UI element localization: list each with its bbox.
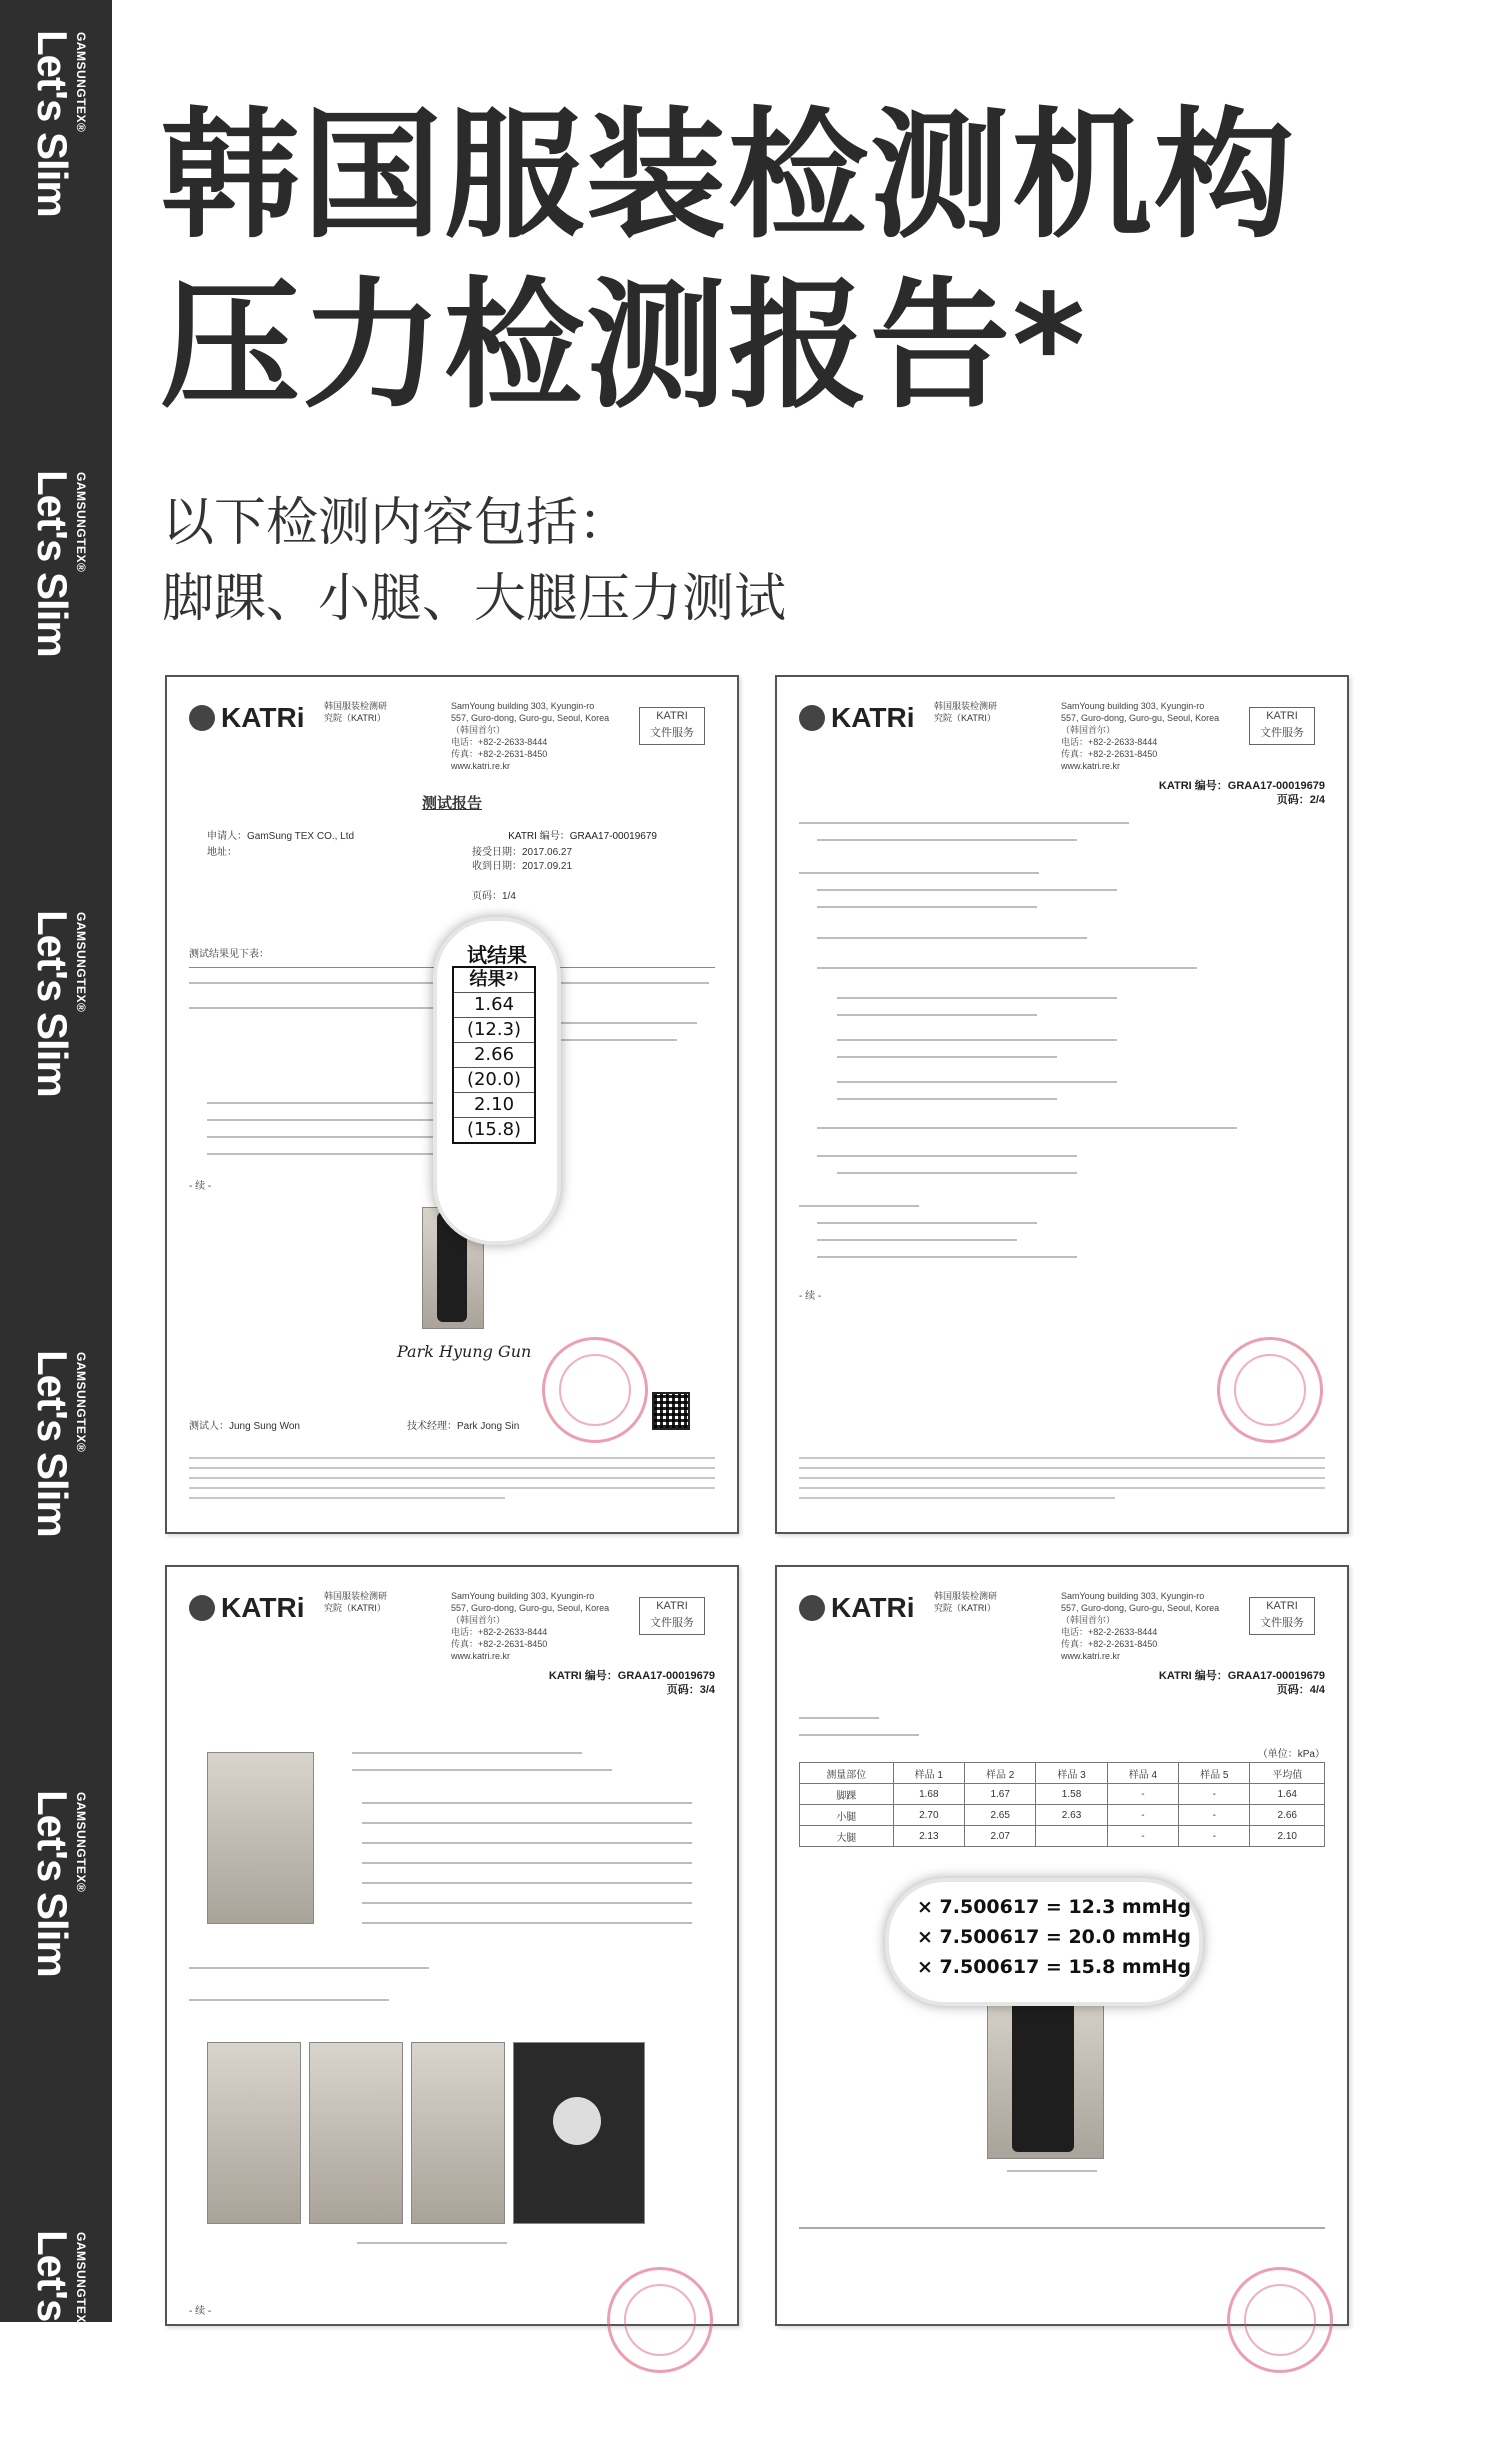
text-line — [837, 1098, 1057, 1100]
katri-logo-icon — [799, 1595, 825, 1621]
divider — [799, 2227, 1325, 2229]
brand-name: Let's Slim — [29, 2230, 76, 2417]
mannequin-photo — [207, 1752, 314, 1924]
text-line — [207, 1153, 457, 1155]
table-line — [362, 1802, 692, 1804]
text-line — [817, 889, 1117, 891]
result-value: 1.64 — [454, 993, 534, 1018]
report-page-2 — [775, 675, 1349, 1534]
mannequin-photo — [309, 2042, 403, 2224]
table-line — [362, 1822, 692, 1824]
approver: 技术经理：Park Jong Sin — [407, 1421, 520, 1432]
mannequin-photo — [411, 2042, 505, 2224]
text-line — [817, 1222, 1037, 1224]
brand-logo — [0, 470, 112, 700]
receive-date: 接受日期：2017.06.27 — [472, 847, 573, 858]
magnifier-header: 试结果 — [467, 943, 527, 967]
text-line — [189, 1999, 389, 2001]
table-cell: 1.64 — [1250, 1784, 1325, 1805]
table-row — [800, 1805, 1325, 1826]
text-line — [352, 1752, 582, 1754]
brand-small-text: GAMSUNGTEX® — [74, 1352, 88, 1453]
page-number: 页码：4/4 — [1276, 1684, 1325, 1696]
org-name: 韩国服装检测研究院（KATRI） — [324, 1591, 388, 1613]
table-cell: 2.10 — [1250, 1826, 1325, 1847]
text-line — [207, 1119, 467, 1121]
table-cell: 大腿 — [800, 1826, 894, 1847]
brand-small-text: GAMSUNGTEX® — [74, 1792, 88, 1893]
text-line — [1007, 2170, 1097, 2172]
katri-logo: KATRi — [799, 702, 914, 734]
text-line — [357, 2242, 507, 2244]
table-header-cell: 样品 2 — [965, 1763, 1036, 1784]
mannequin-photo — [207, 2042, 301, 2224]
conversion-row: × 7.500617 = 12.3 mmHg — [917, 1896, 1192, 1918]
katri-logo-icon — [189, 705, 215, 731]
applicant: 申请人：GamSung TEX CO., Ltd — [207, 831, 355, 842]
address-label: 地址： — [207, 847, 237, 858]
table-unit: （单位：kPa） — [1257, 1749, 1325, 1760]
pressure-results-table — [799, 1762, 1325, 1847]
org-address: SamYoung building 303, Kyungin-ro 557, Guro-dong, Guro-gu, Seoul, Korea（韩国首尔） 电话：+82-2-2633-8444 传真：+82-2-2631-8450 www.katri.re.kr — [1061, 701, 1220, 771]
table-header-cell: 样品 3 — [1036, 1763, 1107, 1784]
brand-small-text: GAMSUNGTEX® — [74, 32, 88, 133]
text-line — [799, 1205, 919, 1207]
katri-logo: KATRi — [189, 1592, 304, 1624]
org-name: 韩国服装检测研究院（KATRI） — [934, 1591, 998, 1613]
text-line — [837, 1081, 1117, 1083]
text-line — [837, 1014, 1037, 1016]
report-number: KATRI 编号：GRAA17-00019679 — [1158, 780, 1325, 792]
brand-logo — [0, 2230, 112, 2460]
disclaimer-text — [189, 1457, 715, 1507]
brand-logo — [0, 1350, 112, 1580]
brand-name: Let's Slim — [29, 30, 76, 217]
signature: Park Hyung Gun — [397, 1342, 532, 1361]
org-address: SamYoung building 303, Kyungin-ro 557, Guro-dong, Guro-gu, Seoul, Korea（韩国首尔） 电话：+82-2-2633-8444 传真：+82-2-2631-8450 www.katri.re.kr — [1061, 1591, 1220, 1661]
katri-logo: KATRi — [189, 702, 304, 734]
table-cell: 2.66 — [1250, 1805, 1325, 1826]
result-value: (15.8) — [466, 1119, 522, 1140]
document-stamp: KATRI 文件服务 — [1249, 1597, 1315, 1635]
qr-code-icon — [652, 1392, 690, 1430]
table-cell: - — [1179, 1805, 1250, 1826]
table-cell — [1036, 1826, 1107, 1847]
legging-image — [1012, 1992, 1074, 2152]
report-header — [799, 1582, 1325, 1672]
magnifier-column — [452, 966, 536, 1144]
brand-logo — [0, 1790, 112, 2020]
text-line — [817, 1127, 1237, 1129]
text-line — [799, 1734, 919, 1736]
continue-mark: - 续 - — [189, 2306, 212, 2317]
page-number: 页码：2/4 — [1276, 794, 1325, 806]
table-cell: 2.13 — [893, 1826, 964, 1847]
katri-logo-icon — [189, 1595, 215, 1621]
result-label: 测试结果见下表： — [189, 949, 269, 960]
document-stamp: KATRI 文件服务 — [1249, 707, 1315, 745]
table-header-cell: 平均值 — [1250, 1763, 1325, 1784]
table-line — [362, 1882, 692, 1884]
title-line-1: 韩国服装检测机构 — [160, 95, 1297, 258]
subtitle — [162, 485, 786, 637]
text-line — [799, 872, 1039, 874]
table-cell: 1.68 — [893, 1784, 964, 1805]
continue-mark: - 续 - — [189, 1181, 212, 1192]
magnifier-results — [433, 917, 561, 1245]
continue-mark: - 续 - — [799, 1291, 822, 1302]
text-line — [817, 937, 1087, 939]
table-cell: 2.65 — [965, 1805, 1036, 1826]
text-line — [837, 1056, 1057, 1058]
text-line — [817, 967, 1197, 969]
table-header-cell: 样品 1 — [893, 1763, 964, 1784]
result-value: (12.3) — [454, 1018, 534, 1043]
document-stamp: KATRI 文件服务 — [639, 1597, 705, 1635]
table-cell: 2.63 — [1036, 1805, 1107, 1826]
text-line — [837, 1172, 1077, 1174]
brand-name: Let's Slim — [29, 1350, 76, 1537]
report-page-3 — [165, 1565, 739, 2326]
table-line — [362, 1842, 692, 1844]
conversion-row: × 7.500617 = 15.8 mmHg — [917, 1956, 1192, 1978]
table-cell: - — [1107, 1826, 1178, 1847]
table-header-cell: 测量部位 — [800, 1763, 894, 1784]
katri-logo: KATRi — [799, 1592, 914, 1624]
table-cell: - — [1179, 1784, 1250, 1805]
title-line-2: 压力检测报告* — [160, 265, 1088, 428]
table-header-cell: 样品 5 — [1179, 1763, 1250, 1784]
brand-sidebar — [0, 0, 112, 2417]
table-line — [362, 1922, 692, 1924]
table-cell: 1.67 — [965, 1784, 1036, 1805]
result-value: 2.66 — [454, 1043, 534, 1068]
text-line — [817, 1155, 1077, 1157]
org-address: SamYoung building 303, Kyungin-ro 557, Guro-dong, Guro-gu, Seoul, Korea（韩国首尔） 电话：+82-2-2633-8444 传真：+82-2-2631-8450 www.katri.re.kr — [451, 701, 610, 771]
page-number: 页码：3/4 — [666, 1684, 715, 1696]
red-seal-icon — [542, 1337, 648, 1443]
brand-logo — [0, 30, 112, 260]
text-line — [817, 1256, 1077, 1258]
table-line — [362, 1862, 692, 1864]
magnifier-conversion — [885, 1878, 1203, 2006]
report-number: KATRI 编号：GRAA17-00019679 — [1158, 1670, 1325, 1682]
table-cell: - — [1179, 1826, 1250, 1847]
table-cell: 脚踝 — [800, 1784, 894, 1805]
pressure-sensor-icon — [553, 2097, 601, 2145]
brand-small-text: GAMSUNGTEX® — [74, 2232, 88, 2333]
table-cell: 小腿 — [800, 1805, 894, 1826]
table-cell: 2.07 — [965, 1826, 1036, 1847]
result-value: 2.10 — [454, 1093, 534, 1118]
table-cell: 1.58 — [1036, 1784, 1107, 1805]
red-seal-icon — [607, 2267, 713, 2373]
table-row — [800, 1784, 1325, 1805]
red-seal-icon — [1217, 1337, 1323, 1443]
text-line — [817, 839, 1077, 841]
tester: 测试人：Jung Sung Won — [189, 1421, 300, 1432]
katri-logo-icon — [799, 705, 825, 731]
report-number: KATRI 编号：GRAA17-00019679 — [508, 831, 657, 842]
table-row — [800, 1826, 1325, 1847]
text-line — [817, 1239, 1017, 1241]
page-title — [160, 92, 1296, 432]
subtitle-line-2: 脚踝、小腿、大腿压力测试 — [162, 569, 787, 629]
report-title: 测试报告 — [421, 795, 482, 812]
conversion-row: × 7.500617 = 20.0 mmHg — [917, 1926, 1192, 1948]
report-number: KATRI 编号：GRAA17-00019679 — [548, 1670, 715, 1682]
org-name: 韩国服装检测研究院（KATRI） — [324, 701, 388, 723]
text-line — [799, 822, 1129, 824]
brand-small-text: GAMSUNGTEX® — [74, 912, 88, 1013]
text-line — [837, 1039, 1117, 1041]
red-seal-icon — [1227, 2267, 1333, 2373]
brand-name: Let's Slim — [29, 470, 76, 657]
table-cell: 2.70 — [893, 1805, 964, 1826]
table-line — [362, 1902, 692, 1904]
text-line — [799, 1717, 879, 1719]
issue-date: 收到日期：2017.09.21 — [472, 861, 573, 872]
result-header: 结果²⁾ — [454, 968, 534, 993]
org-address: SamYoung building 303, Kyungin-ro 557, Guro-dong, Guro-gu, Seoul, Korea（韩国首尔） 电话：+82-2-2633-8444 传真：+82-2-2631-8450 www.katri.re.kr — [451, 1591, 610, 1661]
table-header-row — [800, 1763, 1325, 1784]
report-header — [189, 1582, 715, 1672]
report-header — [189, 692, 715, 782]
brand-name: Let's Slim — [29, 1790, 76, 1977]
brand-small-text: GAMSUNGTEX® — [74, 472, 88, 573]
table-header-cell: 样品 4 — [1107, 1763, 1178, 1784]
page-number: 页码：1/4 — [472, 891, 516, 902]
result-value: (20.0) — [454, 1068, 534, 1093]
text-line — [189, 1967, 429, 1969]
brand-logo — [0, 910, 112, 1140]
disclaimer-text — [799, 1457, 1325, 1507]
text-line — [352, 1769, 612, 1771]
text-line — [537, 1022, 697, 1024]
table-cell: - — [1107, 1784, 1178, 1805]
text-line — [817, 906, 1037, 908]
table-cell: - — [1107, 1805, 1178, 1826]
text-line — [837, 997, 1117, 999]
brand-name: Let's Slim — [29, 910, 76, 1097]
report-header — [799, 692, 1325, 782]
document-stamp: KATRI 文件服务 — [639, 707, 705, 745]
subtitle-line-1: 以下检测内容包括： — [162, 493, 631, 553]
org-name: 韩国服装检测研究院（KATRI） — [934, 701, 998, 723]
